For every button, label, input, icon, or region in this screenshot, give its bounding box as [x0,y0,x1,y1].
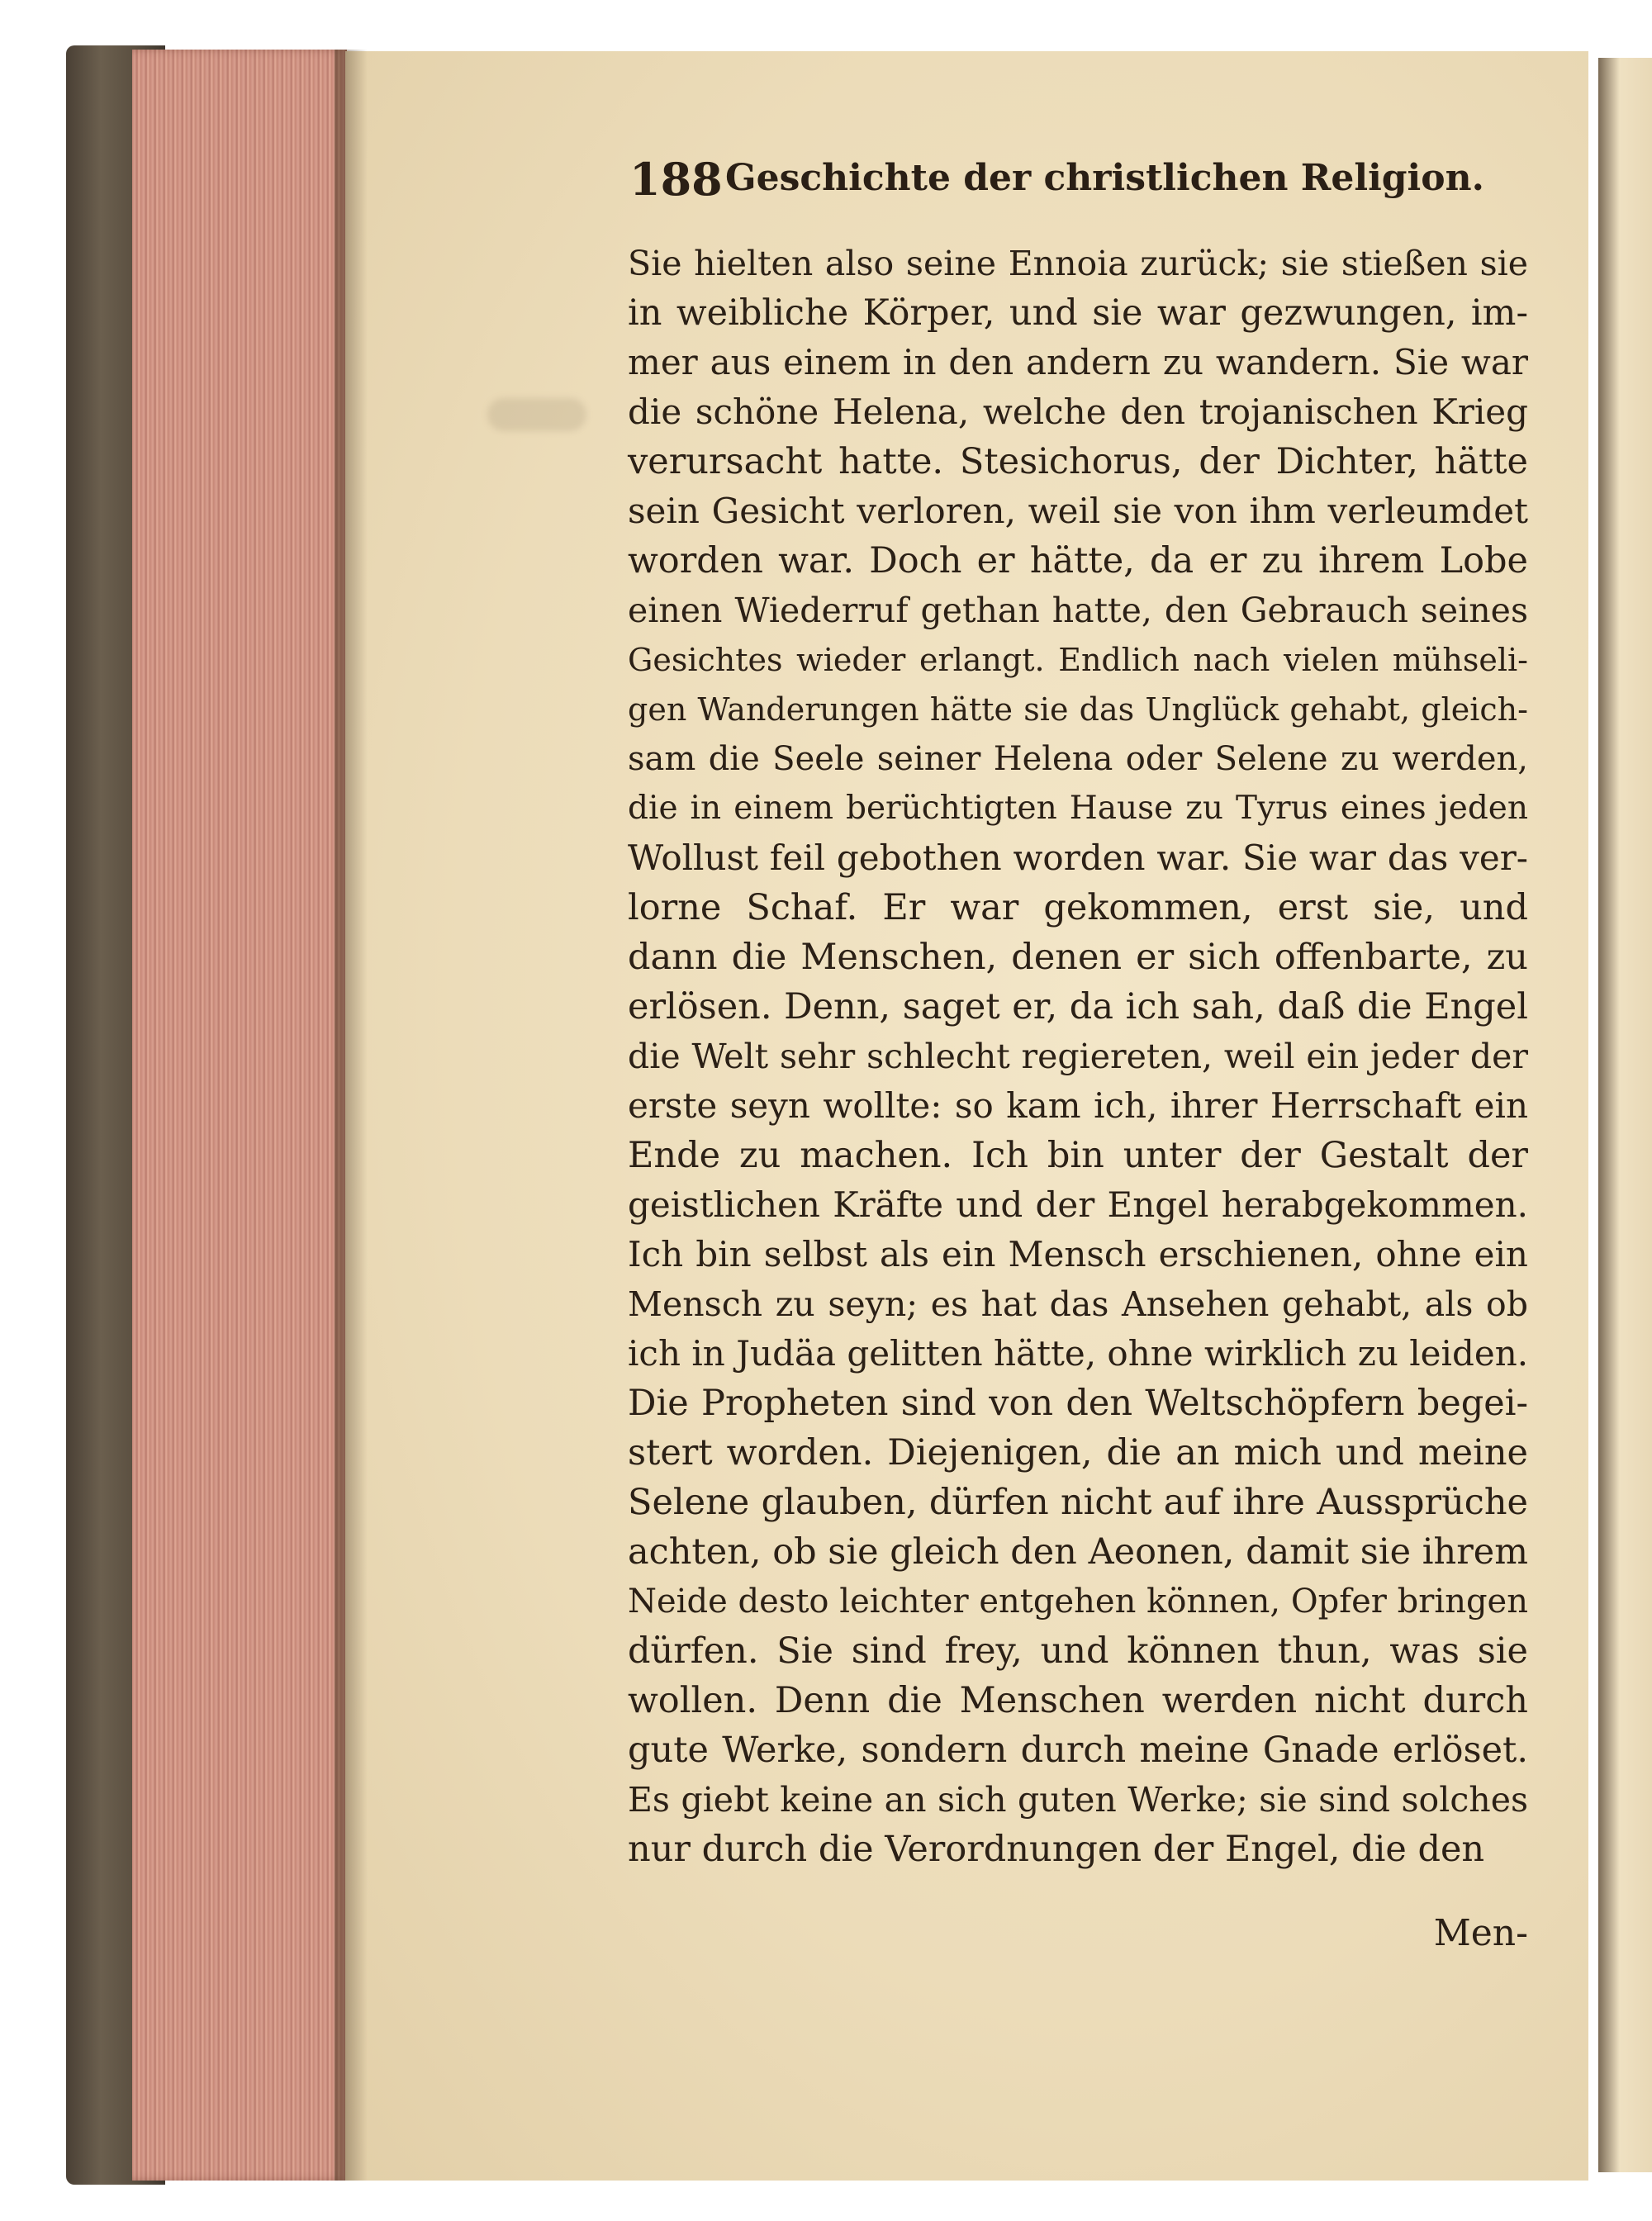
text-line: Ende zu machen. Ich bin unter der Gestalt der [628,1135,1528,1176]
gutter-shadow [335,50,368,2181]
text-line: sam die Seele seiner Helena oder Selene zu werden, [628,740,1528,778]
text-line: gute Werke, sondern durch meine Gnade erlöset. [628,1730,1528,1771]
text-line: stert worden. Diejenigen, die an mich und meine [628,1432,1528,1474]
text-line: ich in Judäa gelitten hätte, ohne wirklich zu leiden. [628,1333,1529,1374]
text-line: Mensch zu seyn; es hat das Ansehen gehabt, als ob [628,1284,1528,1324]
ink-bleed-mark [487,398,586,431]
text-line: sein Gesicht verloren, weil sie von ihm verleumdet [628,491,1528,531]
text-line: dann die Menschen, denen er sich offenbarte, zu [628,937,1528,978]
text-line: Selene glauben, dürfen nicht auf ihre Aussprüche [628,1482,1528,1523]
text-line: verursacht hatte. Stesichorus, der Dichter, hätte [628,441,1528,482]
text-line: geistlichen Kräfte und der Engel herabgekommen. [628,1184,1528,1225]
text-line: nur durch die Verordnungen der Engel, die den [628,1829,1485,1870]
facing-page-edge [1598,58,1652,2172]
text-line: Die Propheten sind von den Weltschöpfern begei- [628,1383,1528,1424]
running-head: Geschichte der christlichen Religion. [725,157,1484,199]
catchword: Men- [1433,1912,1528,1954]
text-line: achten, ob sie gleich den Aeonen, damit sie ihrem [628,1531,1528,1573]
text-line: erlösen. Denn, saget er, da ich sah, daß die Engel [628,986,1528,1027]
text-line: gen Wanderungen hätte sie das Unglück gehabt, gleich- [628,691,1528,728]
text-line: die in einem berüchtigten Hause zu Tyrus eines jeden [628,790,1528,827]
text-line: Es giebt keine an sich guten Werke; sie sind solches [628,1780,1528,1820]
text-line: erste seyn wollte: so kam ich, ihrer Herrschaft ein [628,1085,1528,1126]
text-line: worden war. Doch er hätte, da er zu ihrem Lobe [628,540,1528,581]
text-line: mer aus einem in den andern zu wandern. Sie war [628,342,1528,382]
text-line: Neide desto leichter entgehen können, Opfer bringen [628,1583,1528,1621]
text-line: die schöne Helena, welche den trojanischen Krieg [628,392,1528,432]
page-number: 188 [629,153,723,206]
text-line: wollen. Denn die Menschen werden nicht durch [628,1680,1528,1721]
text-line: die Welt sehr schlecht regiereten, weil ein jeder der [628,1037,1528,1076]
text-line: Ich bin selbst als ein Mensch erschienen, ohne ein [628,1234,1528,1274]
page-block-edge [132,50,347,2181]
text-line: Gesichtes wieder erlangt. Endlich nach vielen mühseli- [628,642,1528,678]
text-line: einen Wiederruf gethan hatte, den Gebrauch seines [628,591,1528,630]
text-line: lorne Schaf. Er war gekommen, erst sie, und [628,887,1528,928]
text-line: in weibliche Körper, und sie war gezwungen, im- [628,292,1528,334]
text-line: Sie hielten also seine Ennoia zurück; sie stießen sie [628,244,1528,283]
text-line: Wollust feil gebothen worden war. Sie war das ver- [628,838,1528,878]
text-line: dürfen. Sie sind frey, und können thun, was sie [628,1630,1528,1672]
